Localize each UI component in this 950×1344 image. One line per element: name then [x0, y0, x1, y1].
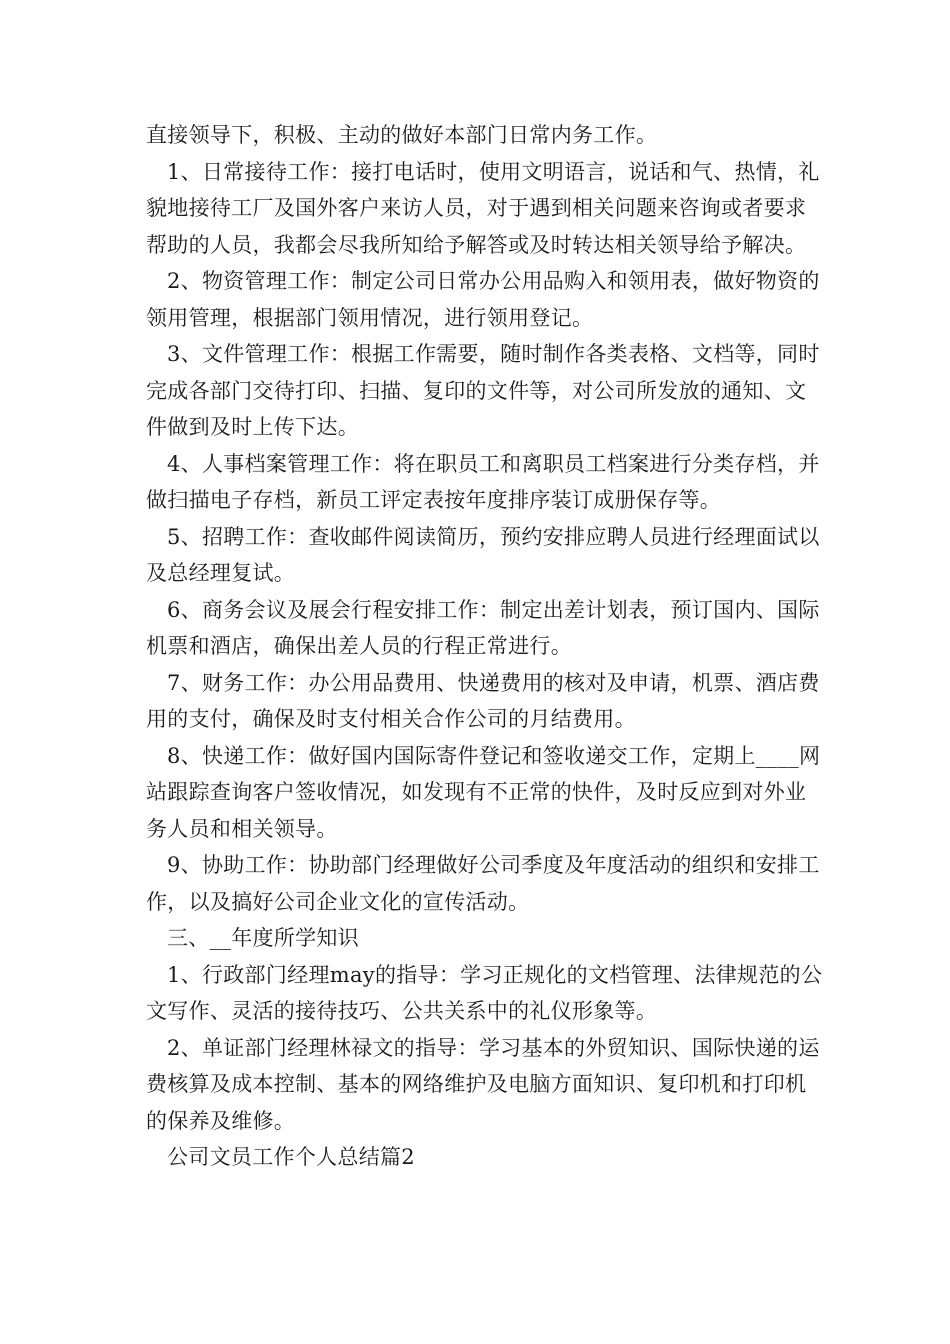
- paragraph-supplies: 2、物资管理工作：制定公司日常办公用品购入和领用表，做好物资的领用管理，根据部门领用情况，进行领用登记。: [146, 269, 820, 330]
- paragraph-docs-guidance: 2、单证部门经理林禄文的指导：学习基本的外贸知识、国际快递的运费核算及成本控制、基本的网络维护及电脑方面知识、复印机和打印机的保养及维修。: [146, 1035, 820, 1133]
- paragraph-reception: 1、日常接待工作：接打电话时，使用文明语言，说话和气、热情，礼貌地接待工厂及国外客户来访人员，对于遇到相关问题来咨询或者要求帮助的人员，我都会尽我所知给予解答或及时转达相关领导给予解决。: [146, 159, 820, 257]
- section-heading-part2: 公司文员工作个人总结篇2: [167, 1145, 415, 1169]
- paragraph-finance: 7、财务工作：办公用品费用、快递费用的核对及申请，机票、酒店费用的支付，确保及时支付相关合作公司的月结费用。: [146, 670, 820, 731]
- paragraph-admin-guidance: 1、行政部门经理may的指导：学习正规化的文档管理、法律规范的公文写作、灵活的接待技巧、公共关系中的礼仪形象等。: [146, 962, 823, 1023]
- section-heading-knowledge: 三、__年度所学知识: [167, 926, 359, 950]
- paragraph-recruitment: 5、招聘工作：查收邮件阅读简历，预约安排应聘人员进行经理面试以及总经理复试。: [146, 524, 820, 585]
- document-body: [146, 117, 826, 1176]
- paragraph-assistance: 9、协助工作：协助部门经理做好公司季度及年度活动的组织和安排工作，以及搞好公司企业文化的宣传活动。: [146, 853, 820, 914]
- paragraph-intro: 直接领导下，积极、主动的做好本部门日常内务工作。: [146, 123, 658, 147]
- paragraph-courier: 8、快递工作：做好国内国际寄件登记和签收递交工作，定期上____网站跟踪查询客户签收情况，如发现有不正常的快件，及时反应到对外业务人员和相关领导。: [146, 743, 821, 841]
- paragraph-business-travel: 6、商务会议及展会行程安排工作：制定出差计划表，预订国内、国际机票和酒店，确保出差人员的行程正常进行。: [146, 597, 820, 658]
- paragraph-documents: 3、文件管理工作：根据工作需要，随时制作各类表格、文档等，同时完成各部门交待打印、扫描、复印的文件等，对公司所发放的通知、文件做到及时上传下达。: [146, 342, 820, 439]
- paragraph-personnel-files: 4、人事档案管理工作：将在职员工和离职员工档案进行分类存档，并做扫描电子存档，新员工评定表按年度排序装订成册保存等。: [146, 451, 820, 512]
